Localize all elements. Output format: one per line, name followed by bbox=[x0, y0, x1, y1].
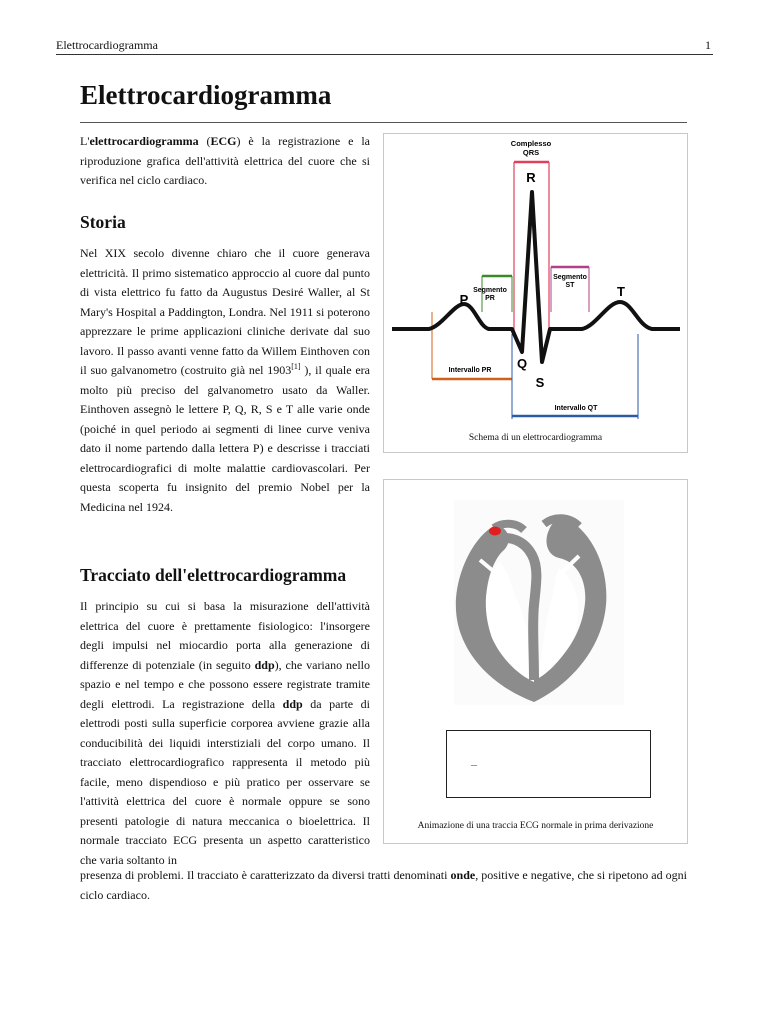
figure2-caption: Animazione di una traccia ECG normale in prima derivazione bbox=[417, 821, 654, 831]
tracciato-paragraph-full-width: presenza di problemi. Il tracciato è caratterizzato da diversi tratti denominati onde, positive e negative, che si ripetono ad ogni ciclo cardiaco. bbox=[80, 868, 687, 902]
pr-segment-label-1: Segmento bbox=[473, 287, 507, 294]
heading-storia: Storia bbox=[80, 212, 126, 232]
pr-segment-label-2: PR bbox=[485, 295, 495, 302]
reference-link[interactable]: [1] bbox=[291, 362, 301, 371]
ecg-schema-figure bbox=[383, 133, 688, 453]
wave-t-label: T bbox=[617, 284, 625, 299]
figure1-caption: Schema di un elettrocardiogramma bbox=[468, 433, 603, 443]
wave-r-label: R bbox=[526, 170, 536, 185]
heading-tracciato: Tracciato dell'elettrocardiogramma bbox=[80, 565, 347, 585]
interval-pr-label: Intervallo PR bbox=[448, 367, 492, 374]
heart-diagram bbox=[384, 480, 687, 710]
running-title: Elettrocardiogramma bbox=[56, 38, 158, 52]
running-header bbox=[56, 37, 713, 55]
wave-p-label: P bbox=[459, 292, 469, 307]
storia-paragraph: Nel XIX secolo divenne chiaro che il cuore generava elettricità. Il primo sistematico approccio al cuore dal punto di vista elettrico fu fatto da Augustus Desiré Waller, al St Mary's Hospital a Paddington, Londra. Nel 1911 si poterono apprezzare le prime applicazioni cliniche derivate dal suo lavoro. Il passo avanti venne fatto da Willem Einthoven con il suo galvanometro (costruito già nel 1903[1] ), il quale era molto più preciso del galvanometro usato da Waller. Einthoven assegnò le lettere P, Q, R, S e T alle varie onde (poiché in quel periodo ai segmenti di linee curve veniva dato il nome partendo dalla lettera P) e descrisse i tracciati elettrocardiografici di molte malattie cardiovascolari. Per questa scoperta fu insignito del premio Nobel per la Medicina nel 1924. bbox=[80, 246, 370, 514]
st-segment-label-1: Segmento bbox=[553, 274, 587, 281]
wave-q-label: Q bbox=[516, 356, 528, 371]
sinoatrial-node bbox=[489, 527, 501, 536]
wave-s-label: S bbox=[535, 375, 545, 390]
st-segment-label-2: ST bbox=[565, 282, 575, 289]
tracciato-paragraph: Il principio su cui si basa la misurazione dell'attività elettrica del cuore è prettamente fisiologico: l'insorgere degli impulsi nel miocardio porta alla generazione di differenze di potenziale (in seguito ddp), che variano nello spazio e nel tempo e che possono essere registrate tramite degli elettrodi. La registrazione della ddp da parte di elettrodi posti sulla superficie corporea avviene grazie alla conducibilità dei liquidi interstiziali del corpo umano. Il tracciato elettrocardiografico rappresenta il metodo più facile, meno dispendioso e più pratico per osservare se l'attività elettrica del cuore è normale oppure se sono presenti patologie di natura meccanica o bioelettrica. Il normale tracciato ECG presenta un aspetto caratteristico che varia soltanto in bbox=[80, 599, 371, 867]
ecg-trace bbox=[392, 192, 680, 362]
qrs-label-1: Complesso bbox=[510, 139, 552, 148]
ecg-trace-mark: _ bbox=[471, 753, 477, 767]
page-title: Elettrocardiogramma bbox=[80, 76, 687, 123]
intro-abbr: ECG bbox=[210, 134, 237, 148]
intro-paragraph: L'elettrocardiogramma (ECG) è la registrazione e la riproduzione grafica dell'attività elettrica del cuore che si verifica nel ciclo cardiaco. bbox=[80, 134, 371, 187]
intro-term: elettrocardiogramma bbox=[89, 134, 199, 148]
ecg-trace-box bbox=[446, 730, 651, 798]
page-number: 1 bbox=[705, 38, 711, 52]
interval-qt-label: Intervallo QT bbox=[554, 405, 598, 412]
ecg-schema-diagram bbox=[384, 134, 687, 434]
heart-animation-figure bbox=[383, 479, 688, 844]
qrs-label-2: QRS bbox=[522, 148, 540, 157]
